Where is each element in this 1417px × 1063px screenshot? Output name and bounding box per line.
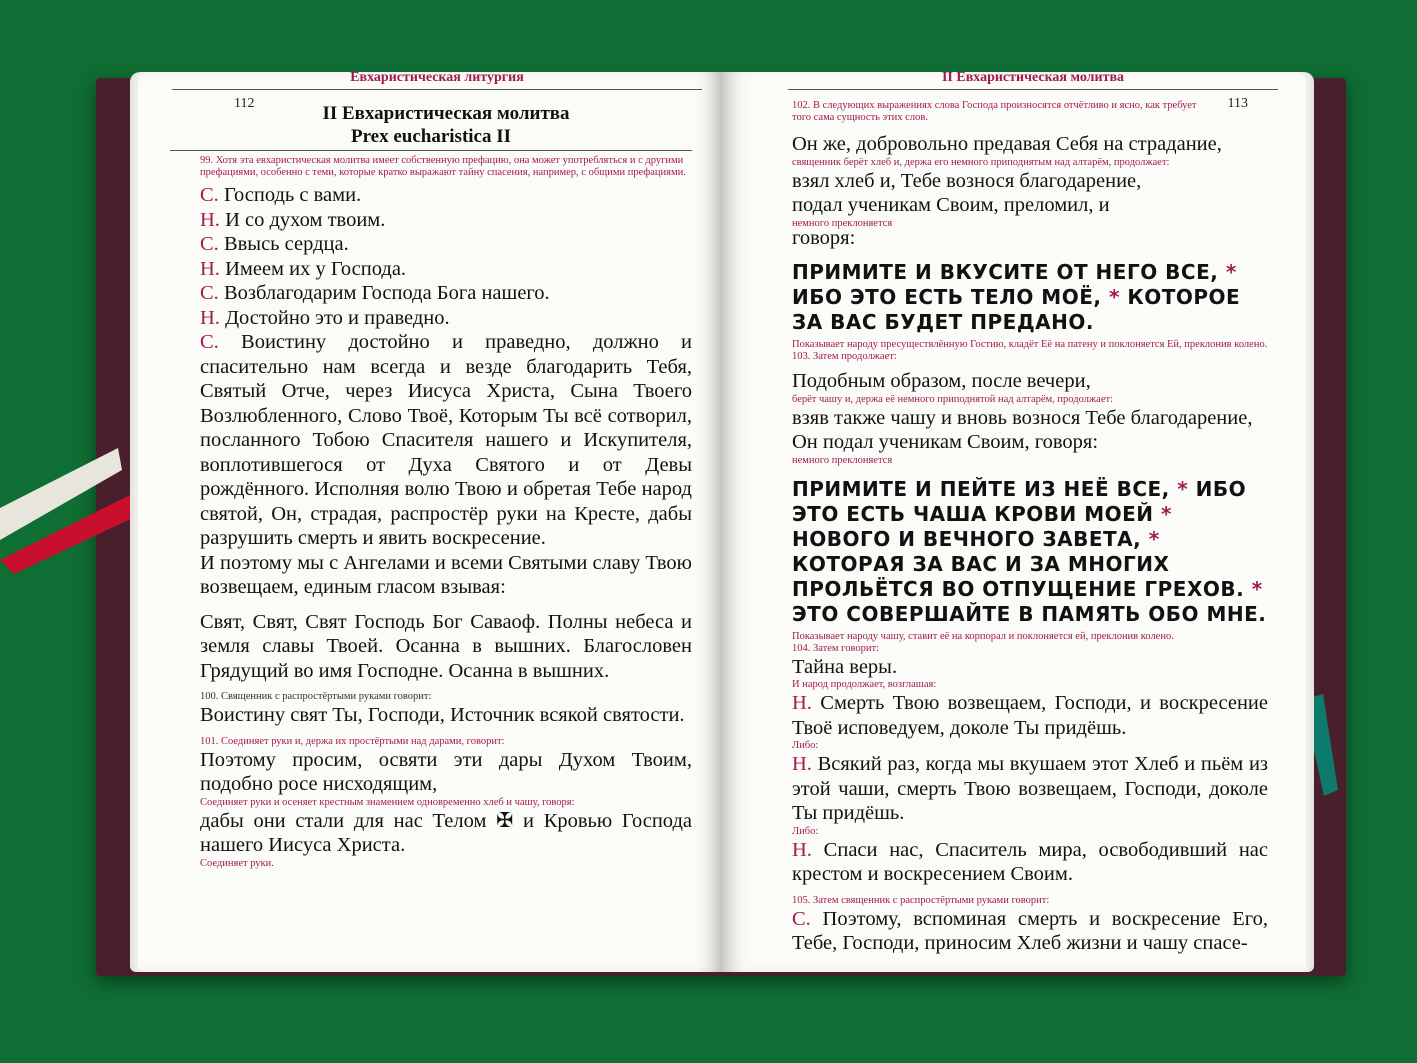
text-101b: дабы они стали для нас Телом ✠ и Кровью Господа нашего Иисуса Христа. [200, 809, 692, 856]
asterisk-mark: * [1148, 526, 1160, 551]
note-101: 101. Соединяет руки и, держа их простёртыми над дарами, говорит: [200, 735, 505, 747]
consecration-intro [792, 132, 1268, 250]
note-103a: берёт чашу и, держа её немного приподнятой над алтарём, продолжает: [792, 393, 1114, 405]
dialogue-line: Н. Имеем их у Господа. [200, 257, 407, 280]
asterisk-mark: * [1177, 476, 1189, 501]
note-101b: Соединяет руки и осеняет крестным знамением одновременно хлеб и чашу, говоря: [200, 796, 575, 808]
text-104: Тайна веры. [792, 655, 898, 678]
note-103: 103. Затем продолжает: [792, 351, 897, 362]
acclamation-1: Н. Смерть Твою возвещаем, Господи, и воскресение Твоё исповедуем, доколе Ты придёшь. [792, 692, 1268, 739]
note-102c: немного преклоняется [792, 217, 893, 229]
prayer-title-ru: II Евхаристическая молитва [322, 103, 570, 124]
consecration-cup: ПРИМИТЕ И ПЕЙТЕ ИЗ НЕЁ ВСЕ, * ИБО ЭТО ЕСТЬ ЧАША КРОВИ МОЕЙ * НОВОГО И ВЕЧНОГО ЗАВЕТА, * КОТОРАЯ ЗА ВАС И ЗА МНОГИХ ПРОЛЬЁТСЯ ВО ОТПУЩЕНИЕ ГРЕХОВ. * ЭТО СОВЕРШАЙТЕ В ПАМЯТЬ ОБО МНЕ. [792, 476, 1267, 626]
dialogue-line: С. Возблагодарим Господа Бога нашего. [200, 282, 550, 304]
or-label: Либо: [792, 825, 819, 837]
note-103c: немного преклоняется [792, 454, 893, 466]
text-100: Воистину свят Ты, Господи, Источник всякой святости. [200, 704, 685, 726]
text-102a: Он же, добровольно предавая Себя на страдание, [792, 133, 1222, 155]
cup-intro [792, 369, 1268, 467]
dialogue [200, 183, 692, 683]
note-cup: Показывает народу чашу, ставит её на корпорал и поклоняется ей, преклонив колено. [792, 630, 1174, 642]
note-bread: Показывает народу пресуществлённую Гостию, кладёт Её на патену и поклоняется Ей, преклонив колено. [792, 339, 1268, 350]
dialogue-line: Н. Достойно это и праведно. [200, 306, 450, 329]
page-number-left: 112 [234, 96, 255, 111]
note-104b: И народ продолжает, возглашая: [792, 679, 937, 690]
note-100: 100. Священник с распростёртыми руками говорит: [200, 691, 432, 702]
text-103b: взяв также чашу и вновь вознося Тебе благодарение, [792, 406, 1253, 429]
left-page [138, 72, 722, 972]
running-head-left: Евхаристическая литургия [172, 70, 702, 90]
running-head-right: II Евхаристическая молитва [788, 70, 1278, 90]
note-101c: Соединяет руки. [200, 857, 274, 869]
asterisk-mark: * [1251, 576, 1263, 601]
text-105: С. Поэтому, вспоминая смерть и воскресение Его, Тебе, Господи, приносим Хлеб жизни и чашу спасе- [792, 907, 1269, 954]
dialogue-line: Н. И со духом твоим. [200, 208, 386, 231]
text-102c: подал ученикам Своим, преломил, и [792, 194, 1110, 216]
or-label: Либо: [792, 740, 819, 751]
right-page [722, 72, 1306, 972]
sanctus: Свят, Свят, Свят Господь Бог Саваоф. Полны небеса и земля славы Твоей. Осанна в вышних. Благословен Грядущий во имя Господне. Осанна в вышних. [200, 610, 692, 682]
note-105: 105. Затем священник с распростёртыми руками говорит: [792, 894, 1050, 906]
text-103c: Он подал ученикам Своим, говоря: [792, 431, 1099, 453]
asterisk-mark: * [1108, 285, 1120, 309]
note-104: 104. Затем говорит: [792, 642, 879, 654]
text-103a: Подобным образом, после вечери, [792, 370, 1091, 392]
note-102: 102. В следующих выражениях слова Господа произносятся отчётливо и ясно, как требует того сама сущность этих слов. [792, 100, 1197, 123]
note-102a: священник берёт хлеб и, держа его немного приподнятым над алтарём, продолжает: [792, 156, 1170, 168]
acclamation-3: Н. Спаси нас, Спаситель мира, освободивший нас крестом и воскресением Своим. [792, 838, 1269, 885]
asterisk-mark: * [1225, 260, 1237, 284]
dialogue-line: С. Господь с вами. [200, 184, 362, 206]
acclamation-2: Н. Всякий раз, когда мы вкушаем этот Хлеб и пьём из этой чаши, смерть Твою возвещаем, Господи, доколе Ты придёшь. [792, 753, 1269, 824]
acclamations [792, 691, 1268, 887]
text-101a: Поэтому просим, освяти эти дары Духом Твоим, подобно росе нисходящим, [200, 748, 692, 795]
ribbon-teal [1303, 694, 1338, 796]
preface: С. Воистину достойно и праведно, должно и спасительно нам всегда и везде благодарить Тебя, Святый Отче, через Иисуса Христа, Сына Твоего Возлюбленного, Слово Твоё, Которым Ты всё сотворил, посланного Тобою Спасителя нашего и Искупителя, воплотившегося от Духа Святого и от Девы рождённого. Исполняя волю Твою и обретая Тебе народ святой, Он, страдая, распростёр руки на Кресте, дабы разрушить смерть и явить воскресение. [200, 331, 693, 549]
consecration-bread: ПРИМИТЕ И ВКУСИТЕ ОТ НЕГО ВСЕ, * ИБО ЭТО ЕСТЬ ТЕЛО МОЁ, * КОТОРОЕ ЗА ВАС БУДЕТ ПРЕДАНО. [792, 260, 1241, 334]
prayer-title-la: Prex eucharistica II [170, 125, 692, 151]
dialogue-line: С. Ввысь сердца. [200, 233, 349, 255]
preface-end: И поэтому мы с Ангелами и всеми Святыми славу Твою возвещаем, единым гласом взывая: [200, 551, 692, 598]
text-102b: взял хлеб и, Тебе вознося благодарение, [792, 169, 1142, 192]
asterisk-mark: * [1160, 501, 1172, 526]
note-99: 99. Хотя эта евхаристическая молитва имеет собственную префацию, она может употребляться и с другими префациями, особенно с теми, которые кратко выражают тайну спасения, например, с общими префациями. [200, 155, 686, 178]
text-102d: говоря: [792, 226, 856, 249]
page-number-right: 113 [1227, 96, 1248, 111]
